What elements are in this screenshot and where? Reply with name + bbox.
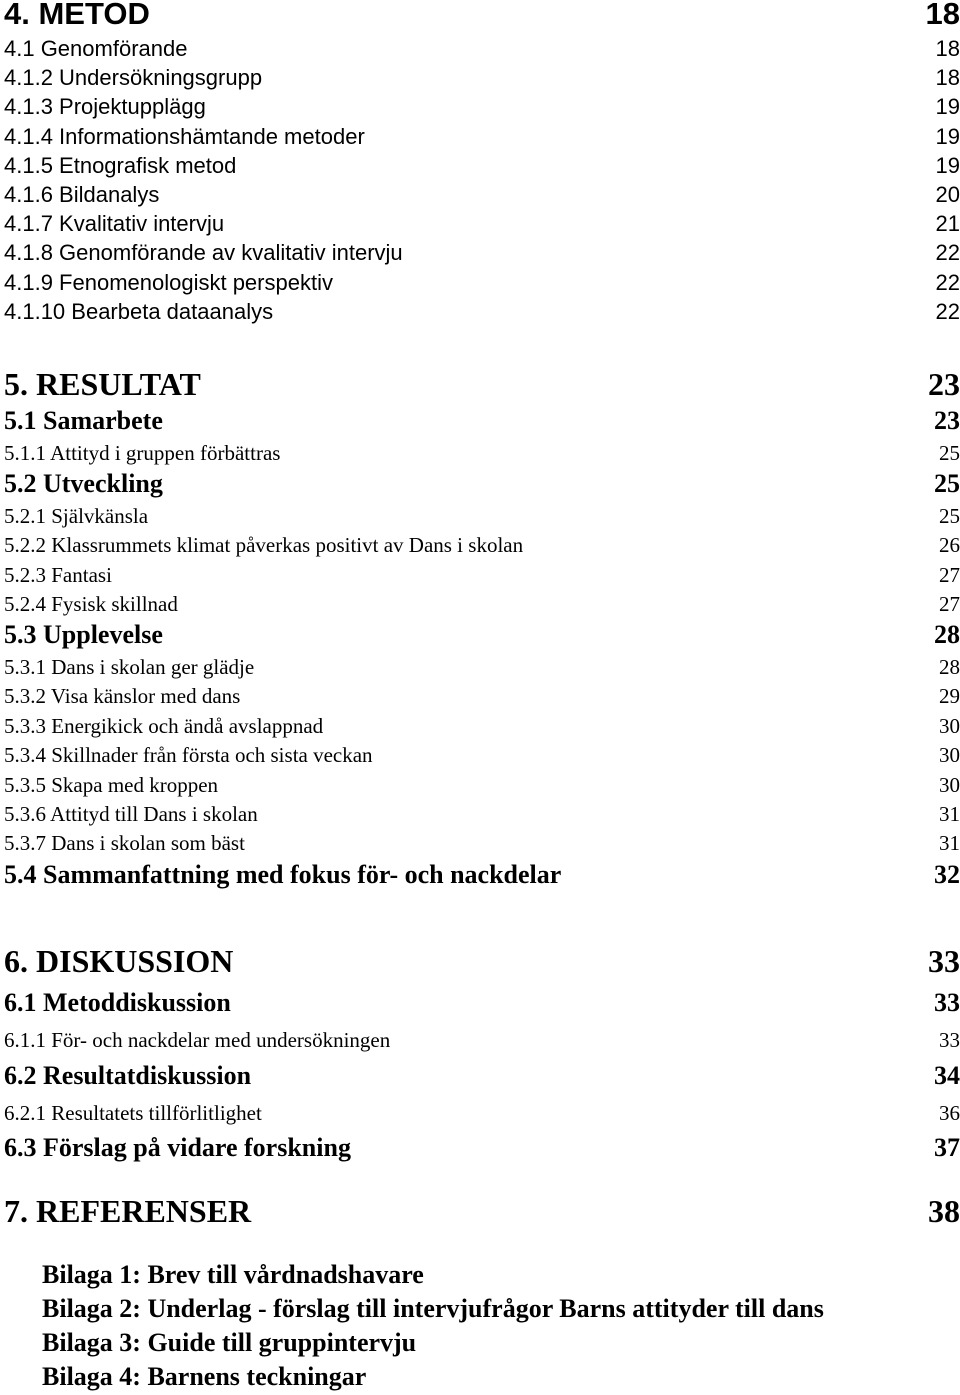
toc-entry[interactable] — [4, 65, 960, 91]
toc-label: 5.3.5 Skapa med kroppen — [4, 773, 219, 797]
toc-entry[interactable] — [4, 441, 960, 466]
toc-entry[interactable] — [4, 94, 960, 120]
toc-label: 5.4 Sammanfattning med fokus för- och nackdelar — [4, 860, 562, 889]
toc-label: 5.3.1 Dans i skolan ger glädje — [4, 655, 255, 679]
toc-page: 20 — [935, 182, 960, 207]
toc-label: 4.1.6 Bildanalys — [4, 182, 160, 207]
toc-label: 5.3.3 Energikick och ändå avslappnad — [4, 714, 324, 738]
toc-label: 4.1.4 Informationshämtande metoder — [4, 124, 365, 149]
toc-entry[interactable] — [4, 714, 960, 739]
toc-entry-section[interactable] — [4, 988, 960, 1018]
toc-entry[interactable] — [4, 655, 960, 680]
toc-page: 37 — [934, 1133, 960, 1162]
toc-entry[interactable] — [4, 153, 960, 179]
toc-entry-chapter[interactable] — [4, 366, 960, 403]
toc-label: 5.2 Utveckling — [4, 469, 163, 498]
toc-entry[interactable] — [4, 270, 960, 296]
toc-label: 5.1.1 Attityd i gruppen förbättras — [4, 441, 281, 465]
toc-label: 4.1 Genomförande — [4, 36, 188, 61]
toc-page: 19 — [935, 124, 960, 149]
toc-label: 6.2.1 Resultatets tillförlitlighet — [4, 1101, 262, 1125]
toc-label: 4. METOD — [4, 0, 150, 31]
toc-label: 5.3.4 Skillnader från första och sista veckan — [4, 743, 373, 767]
toc-page: 29 — [939, 684, 960, 708]
toc-entry-chapter[interactable] — [4, 943, 960, 980]
toc-entry[interactable] — [4, 802, 960, 827]
toc-entry-section[interactable] — [4, 469, 960, 499]
toc-entry[interactable] — [4, 240, 960, 266]
toc-entry[interactable] — [4, 773, 960, 798]
toc-entry[interactable] — [4, 1101, 960, 1126]
toc-page: 36 — [939, 1101, 960, 1125]
toc-label: 6.1 Metoddiskussion — [4, 988, 231, 1017]
toc-label: 5.2.3 Fantasi — [4, 563, 112, 587]
toc-page: 26 — [939, 533, 960, 557]
toc-entry[interactable] — [4, 831, 960, 856]
toc-entry-section[interactable] — [4, 1133, 960, 1163]
toc-label: 5.3.6 Attityd till Dans i skolan — [4, 802, 258, 826]
toc-page: 25 — [939, 441, 960, 465]
toc-label: 5. RESULTAT — [4, 366, 201, 402]
toc-entry-section[interactable] — [4, 620, 960, 650]
toc-label: 6.2 Resultatdiskussion — [4, 1061, 252, 1090]
toc-entry-section[interactable] — [4, 860, 960, 890]
appendix-item[interactable]: Bilaga 1: Brev till vårdnadshavare — [42, 1260, 424, 1289]
toc-label: 6. DISKUSSION — [4, 943, 234, 979]
toc-page: 25 — [939, 504, 960, 528]
toc-page: 18 — [935, 65, 960, 90]
toc-entry[interactable] — [4, 124, 960, 150]
appendix-item[interactable]: Bilaga 4: Barnens teckningar — [42, 1362, 367, 1391]
toc-page: 22 — [935, 240, 960, 265]
toc-entry-chapter[interactable] — [4, 1193, 960, 1230]
toc-label: 5.2.4 Fysisk skillnad — [4, 592, 178, 616]
toc-page: 28 — [934, 620, 960, 649]
toc-entry[interactable] — [4, 299, 960, 325]
toc-page: 33 — [939, 1028, 960, 1052]
toc-entry[interactable] — [4, 36, 960, 62]
toc-label: 4.1.3 Projektupplägg — [4, 94, 206, 119]
toc-label: 7. REFERENSER — [4, 1193, 252, 1229]
toc-entry-chapter[interactable] — [4, 0, 960, 32]
toc-entry[interactable] — [4, 592, 960, 617]
toc-page: 22 — [935, 299, 960, 324]
toc-label: 5.3.2 Visa känslor med dans — [4, 684, 241, 708]
toc-label: 6.3 Förslag på vidare forskning — [4, 1133, 351, 1162]
toc-label: 5.2.2 Klassrummets klimat påverkas positivt av Dans i skolan — [4, 533, 524, 557]
toc-page: 30 — [939, 714, 960, 738]
toc-entry[interactable] — [4, 533, 960, 558]
toc-page: 22 — [935, 270, 960, 295]
toc-page: 23 — [928, 366, 960, 402]
toc-label: 5.3 Upplevelse — [4, 620, 163, 649]
toc-label: 5.1 Samarbete — [4, 406, 163, 435]
toc-page: 30 — [939, 773, 960, 797]
appendix-item[interactable]: Bilaga 3: Guide till gruppintervju — [42, 1328, 417, 1357]
toc-page: 18 — [925, 0, 960, 31]
toc-page: 19 — [935, 94, 960, 119]
toc-page: 33 — [928, 943, 960, 979]
toc-label: 5.3.7 Dans i skolan som bäst — [4, 831, 245, 855]
toc-label: 4.1.7 Kvalitativ intervju — [4, 211, 225, 236]
toc-entry[interactable] — [4, 684, 960, 709]
toc-page: 23 — [934, 406, 960, 435]
toc-entry[interactable] — [4, 743, 960, 768]
toc-entry[interactable] — [4, 504, 960, 529]
toc-entry[interactable] — [4, 563, 960, 588]
toc-page: 18 — [935, 36, 960, 61]
toc-page: 27 — [939, 592, 960, 616]
toc-page: 31 — [939, 802, 960, 826]
toc-entry[interactable] — [4, 182, 960, 208]
toc-page: 31 — [939, 831, 960, 855]
toc-label: 5.2.1 Självkänsla — [4, 504, 149, 528]
toc-label: 6.1.1 För- och nackdelar med undersökningen — [4, 1028, 391, 1052]
toc-label: 4.1.10 Bearbeta dataanalys — [4, 299, 274, 324]
toc-entry[interactable] — [4, 211, 960, 237]
toc-label: 4.1.8 Genomförande av kvalitativ intervju — [4, 240, 403, 265]
toc-page: 27 — [939, 563, 960, 587]
toc-page: 30 — [939, 743, 960, 767]
toc-page: 33 — [934, 988, 960, 1017]
toc-page: 38 — [928, 1193, 960, 1229]
toc-label: 4.1.2 Undersökningsgrupp — [4, 65, 263, 90]
toc-page: 25 — [934, 469, 960, 498]
toc-label: 4.1.5 Etnografisk metod — [4, 153, 237, 178]
toc-page: 34 — [934, 1061, 960, 1090]
toc-page: 32 — [934, 860, 960, 889]
toc-page: 21 — [935, 211, 960, 236]
toc-page: 19 — [935, 153, 960, 178]
toc-entry[interactable] — [4, 1028, 960, 1053]
toc-entry-section[interactable] — [4, 1061, 960, 1091]
toc-entry-section[interactable] — [4, 406, 960, 436]
toc-label: 4.1.9 Fenomenologiskt perspektiv — [4, 270, 333, 295]
toc-page: 28 — [939, 655, 960, 679]
appendix-item[interactable]: Bilaga 2: Underlag - förslag till intervjufrågor Barns attityder till dans — [42, 1294, 824, 1323]
